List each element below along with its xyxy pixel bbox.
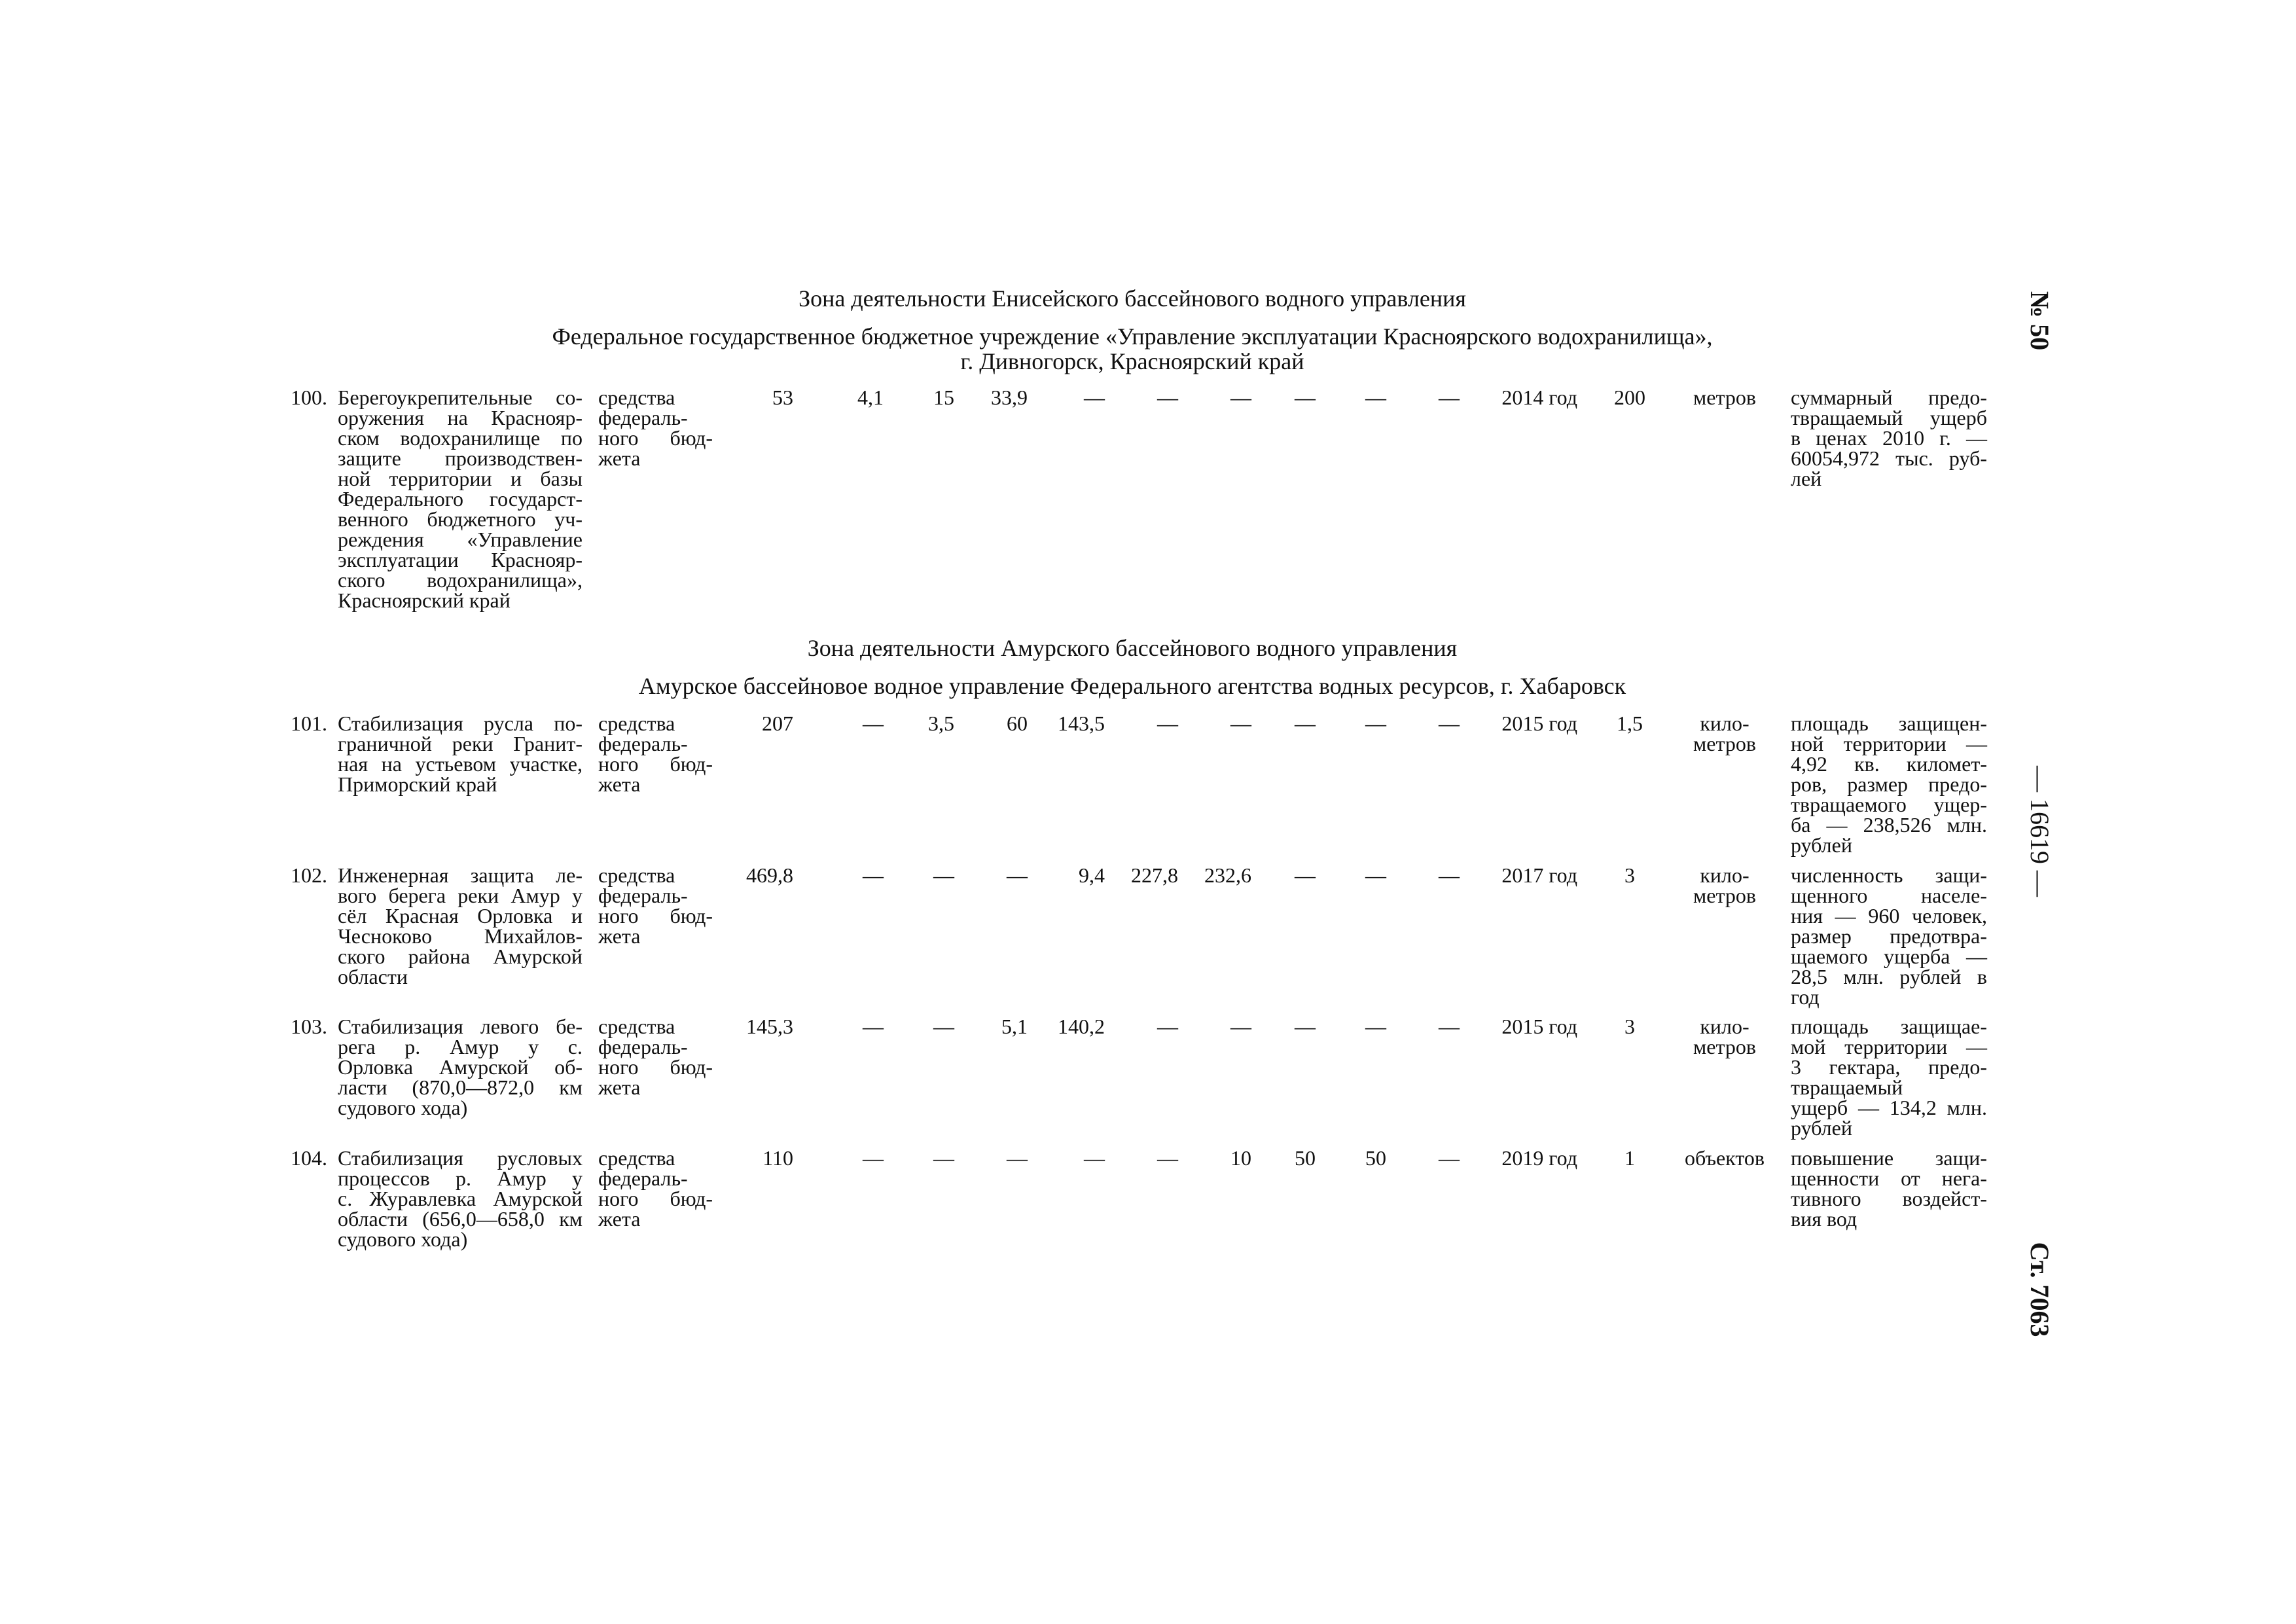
- row-number: 101.: [291, 712, 327, 735]
- measure-name-line: Орловка Амурской об-: [338, 1055, 583, 1079]
- funding-source-line: жета: [598, 446, 641, 470]
- value-cell: 15: [933, 386, 954, 409]
- expected-effect-line: ной территории —: [1791, 732, 1987, 755]
- value-cell: 10: [1230, 1146, 1251, 1170]
- measure-name: [338, 713, 583, 795]
- funding-source-line: федераль-: [598, 732, 688, 755]
- value-cell: —: [1295, 863, 1316, 887]
- measure-name-line: с. Журавлевка Амурской: [338, 1187, 583, 1210]
- value-cell: —: [1157, 1146, 1178, 1170]
- value-cell: —: [1230, 1015, 1251, 1038]
- capacity-unit-line: метров: [1693, 1035, 1756, 1058]
- value-cell: —: [1007, 1146, 1028, 1170]
- funding-source-line: ного бюд-: [598, 752, 713, 776]
- completion-year: 2015 год: [1501, 1015, 1577, 1038]
- capacity-value: 3: [1624, 863, 1635, 887]
- capacity-unit: [1676, 1148, 1774, 1168]
- expected-effect-line: лей: [1791, 467, 1822, 490]
- expected-effect-line: твращаемый: [1791, 1075, 1903, 1099]
- value-cell: —: [863, 1015, 884, 1038]
- expected-effect-line: щенности от нега-: [1791, 1166, 1987, 1190]
- value-cell: —: [863, 863, 884, 887]
- completion-year: 2015 год: [1501, 712, 1577, 735]
- funding-source-line: федераль-: [598, 1035, 688, 1058]
- measure-name-line: Приморский край: [338, 772, 497, 796]
- value-cell: —: [1295, 386, 1316, 409]
- funding-source-line: ного бюд-: [598, 1055, 713, 1079]
- capacity-unit-line: кило-: [1700, 1015, 1749, 1038]
- row-number: 104.: [291, 1146, 327, 1170]
- value-cell: —: [1365, 712, 1386, 735]
- completion-year: 2014 год: [1501, 386, 1577, 409]
- expected-effect-line: рублей: [1791, 833, 1852, 857]
- expected-effect-line: мой территории —: [1791, 1035, 1987, 1058]
- expected-effect-line: ния — 960 человек,: [1791, 904, 1987, 928]
- expected-effect-line: рублей: [1791, 1116, 1852, 1140]
- measure-name-line: Красноярский край: [338, 588, 511, 612]
- value-cell: 110: [762, 1146, 793, 1170]
- value-cell: 227,8: [1131, 863, 1178, 887]
- organization-heading-krasnoyarsk-line2: г. Дивногорск, Красноярский край: [960, 348, 1304, 374]
- value-cell: —: [1007, 863, 1028, 887]
- value-cell: 469,8: [746, 863, 793, 887]
- value-cell: —: [1084, 1146, 1105, 1170]
- value-cell: —: [1295, 712, 1316, 735]
- capacity-value: 3: [1624, 1015, 1635, 1038]
- value-cell: 4,1: [857, 386, 884, 409]
- value-cell: 143,5: [1058, 712, 1105, 735]
- expected-effect-line: численность защи-: [1791, 863, 1987, 887]
- expected-effect: [1791, 1148, 1987, 1229]
- page-number: — 16619 —: [2025, 766, 2054, 897]
- capacity-unit-line: кило-: [1700, 863, 1749, 887]
- measure-name-line: ского района Амурской: [338, 945, 583, 968]
- measure-name: [338, 865, 583, 987]
- expected-effect-line: ров, размер предо-: [1791, 772, 1987, 796]
- funding-source: [598, 1148, 713, 1229]
- value-cell: —: [1365, 863, 1386, 887]
- capacity-unit: [1676, 713, 1774, 754]
- expected-effect-line: площадь защищен-: [1791, 712, 1987, 735]
- expected-effect-line: вия вод: [1791, 1207, 1857, 1231]
- value-cell: 9,4: [1079, 863, 1105, 887]
- completion-year: 2017 год: [1501, 863, 1577, 887]
- measure-name-line: Чесноково Михайлов-: [338, 924, 583, 948]
- measure-name-line: судового хода): [338, 1227, 468, 1251]
- funding-source-line: средства: [598, 712, 675, 735]
- expected-effect-line: в ценах 2010 г. —: [1791, 426, 1987, 450]
- measure-name-line: Берегоукрепительные со-: [338, 386, 583, 409]
- completion-year: 2019 год: [1501, 1146, 1577, 1170]
- capacity-unit: [1676, 388, 1774, 408]
- funding-source: [598, 388, 713, 469]
- value-cell: —: [1230, 386, 1251, 409]
- measure-name-line: венного бюджетного уч-: [338, 507, 583, 531]
- expected-effect-line: 4,92 кв. километ-: [1791, 752, 1987, 776]
- value-cell: —: [1295, 1015, 1316, 1038]
- expected-effect: [1791, 865, 1987, 1007]
- expected-effect-line: площадь защищае-: [1791, 1015, 1987, 1038]
- measure-name-line: оружения на Краснояр-: [338, 406, 583, 429]
- funding-source: [598, 865, 713, 947]
- capacity-unit-line: метров: [1693, 732, 1756, 755]
- value-cell: —: [1365, 386, 1386, 409]
- measure-name-line: рега р. Амур у с.: [338, 1035, 583, 1058]
- row-number: 100.: [291, 386, 327, 409]
- value-cell: —: [863, 1146, 884, 1170]
- value-cell: 207: [762, 712, 793, 735]
- value-cell: 140,2: [1058, 1015, 1105, 1038]
- measure-name-line: вого берега реки Амур у: [338, 884, 583, 907]
- expected-effect-line: 28,5 млн. рублей в: [1791, 965, 1987, 988]
- funding-source-line: жета: [598, 772, 641, 796]
- zone-heading-yenisei: Зона деятельности Енисейского бассейнового водного управления: [798, 285, 1466, 312]
- value-cell: 53: [772, 386, 793, 409]
- article-number: Ст. 7063: [2025, 1242, 2054, 1337]
- capacity-unit-line: метров: [1693, 386, 1756, 409]
- expected-effect-line: щаемого ущерба —: [1791, 945, 1987, 968]
- value-cell: 3,5: [928, 712, 954, 735]
- row-number: 102.: [291, 863, 327, 887]
- measure-name-line: ной территории и базы: [338, 467, 583, 490]
- expected-effect-line: 3 гектара, предо-: [1791, 1055, 1987, 1079]
- measure-name-line: Инженерная защита ле-: [338, 863, 583, 887]
- measure-name-line: ная на устьевом участке,: [338, 752, 583, 776]
- expected-effect-line: твращаемого ущер-: [1791, 793, 1987, 816]
- capacity-unit-line: метров: [1693, 884, 1756, 907]
- capacity-value: 1,5: [1617, 712, 1643, 735]
- value-cell: —: [1439, 863, 1460, 887]
- value-cell: 145,3: [746, 1015, 793, 1038]
- value-cell: 50: [1295, 1146, 1316, 1170]
- measure-name-line: ском водохранилище по: [338, 426, 583, 450]
- measure-name-line: Стабилизация русла по-: [338, 712, 583, 735]
- value-cell: —: [1439, 1146, 1460, 1170]
- funding-source-line: средства: [598, 386, 675, 409]
- funding-source-line: федераль-: [598, 1166, 688, 1190]
- value-cell: 50: [1365, 1146, 1386, 1170]
- value-cell: 60: [1007, 712, 1028, 735]
- value-cell: —: [1157, 386, 1178, 409]
- funding-source: [598, 713, 713, 795]
- value-cell: —: [1365, 1015, 1386, 1038]
- expected-effect-line: ущерб — 134,2 млн.: [1791, 1096, 1987, 1119]
- capacity-unit-line: кило-: [1700, 712, 1749, 735]
- funding-source-line: средства: [598, 1146, 675, 1170]
- value-cell: —: [1157, 1015, 1178, 1038]
- value-cell: —: [1439, 712, 1460, 735]
- expected-effect: [1791, 1017, 1987, 1138]
- measure-name-line: Стабилизация русловых: [338, 1146, 583, 1170]
- measure-name: [338, 388, 583, 611]
- measure-name-line: ласти (870,0—872,0 км: [338, 1075, 583, 1099]
- funding-source-line: средства: [598, 863, 675, 887]
- funding-source-line: федераль-: [598, 884, 688, 907]
- expected-effect-line: твращаемый ущерб: [1791, 406, 1987, 429]
- measure-name-line: эксплуатации Краснояр-: [338, 548, 583, 571]
- value-cell: 5,1: [1001, 1015, 1028, 1038]
- expected-effect-line: размер предотвра-: [1791, 924, 1987, 948]
- measure-name-line: Федерального государст-: [338, 487, 583, 511]
- value-cell: —: [1157, 712, 1178, 735]
- expected-effect-line: ба — 238,526 млн.: [1791, 813, 1987, 837]
- funding-source-line: жета: [598, 1075, 641, 1099]
- value-cell: —: [863, 712, 884, 735]
- capacity-value: 1: [1624, 1146, 1635, 1170]
- measure-name-line: защите производствен-: [338, 446, 583, 470]
- measure-name-line: процессов р. Амур у: [338, 1166, 583, 1190]
- expected-effect: [1791, 388, 1987, 489]
- organization-heading-krasnoyarsk-line1: Федеральное государственное бюджетное учреждение «Управление эксплуатации Красноярского водохранилища»,: [552, 323, 1713, 350]
- funding-source: [598, 1017, 713, 1098]
- organization-heading-khabarovsk: Амурское бассейновое водное управление Федерального агентства водных ресурсов, г. Хабаровск: [638, 673, 1626, 699]
- value-cell: —: [1230, 712, 1251, 735]
- value-cell: —: [933, 1015, 954, 1038]
- value-cell: 232,6: [1204, 863, 1251, 887]
- capacity-value: 200: [1614, 386, 1645, 409]
- expected-effect-line: тивного воздейст-: [1791, 1187, 1987, 1210]
- expected-effect-line: 60054,972 тыс. руб-: [1791, 446, 1987, 470]
- measure-name-line: судового хода): [338, 1096, 468, 1119]
- value-cell: —: [933, 1146, 954, 1170]
- funding-source-line: федераль-: [598, 406, 688, 429]
- measure-name-line: области: [338, 965, 408, 988]
- capacity-unit-line: объектов: [1684, 1146, 1765, 1170]
- expected-effect-line: суммарный предо-: [1791, 386, 1987, 409]
- measure-name-line: граничной реки Гранит-: [338, 732, 583, 755]
- funding-source-line: ного бюд-: [598, 904, 713, 928]
- measure-name: [338, 1017, 583, 1118]
- value-cell: —: [933, 863, 954, 887]
- funding-source-line: ного бюд-: [598, 1187, 713, 1210]
- expected-effect-line: год: [1791, 985, 1820, 1009]
- capacity-unit: [1676, 865, 1774, 906]
- zone-heading-amur: Зона деятельности Амурского бассейнового водного управления: [807, 635, 1458, 661]
- expected-effect-line: щенного населе-: [1791, 884, 1987, 907]
- row-number: 103.: [291, 1015, 327, 1038]
- funding-source-line: жета: [598, 1207, 641, 1231]
- issue-number: № 50: [2025, 291, 2054, 351]
- funding-source-line: средства: [598, 1015, 675, 1038]
- measure-name-line: Стабилизация левого бе-: [338, 1015, 583, 1038]
- value-cell: 33,9: [991, 386, 1028, 409]
- capacity-unit: [1676, 1017, 1774, 1057]
- value-cell: —: [1439, 386, 1460, 409]
- expected-effect: [1791, 713, 1987, 856]
- funding-source-line: жета: [598, 924, 641, 948]
- measure-name: [338, 1148, 583, 1250]
- measure-name-line: области (656,0—658,0 км: [338, 1207, 583, 1231]
- expected-effect-line: повышение защи-: [1791, 1146, 1987, 1170]
- measure-name-line: реждения «Управление: [338, 528, 583, 551]
- measure-name-line: ского водохранилища»,: [338, 568, 583, 592]
- measure-name-line: сёл Красная Орловка и: [338, 904, 583, 928]
- funding-source-line: ного бюд-: [598, 426, 713, 450]
- value-cell: —: [1084, 386, 1105, 409]
- value-cell: —: [1439, 1015, 1460, 1038]
